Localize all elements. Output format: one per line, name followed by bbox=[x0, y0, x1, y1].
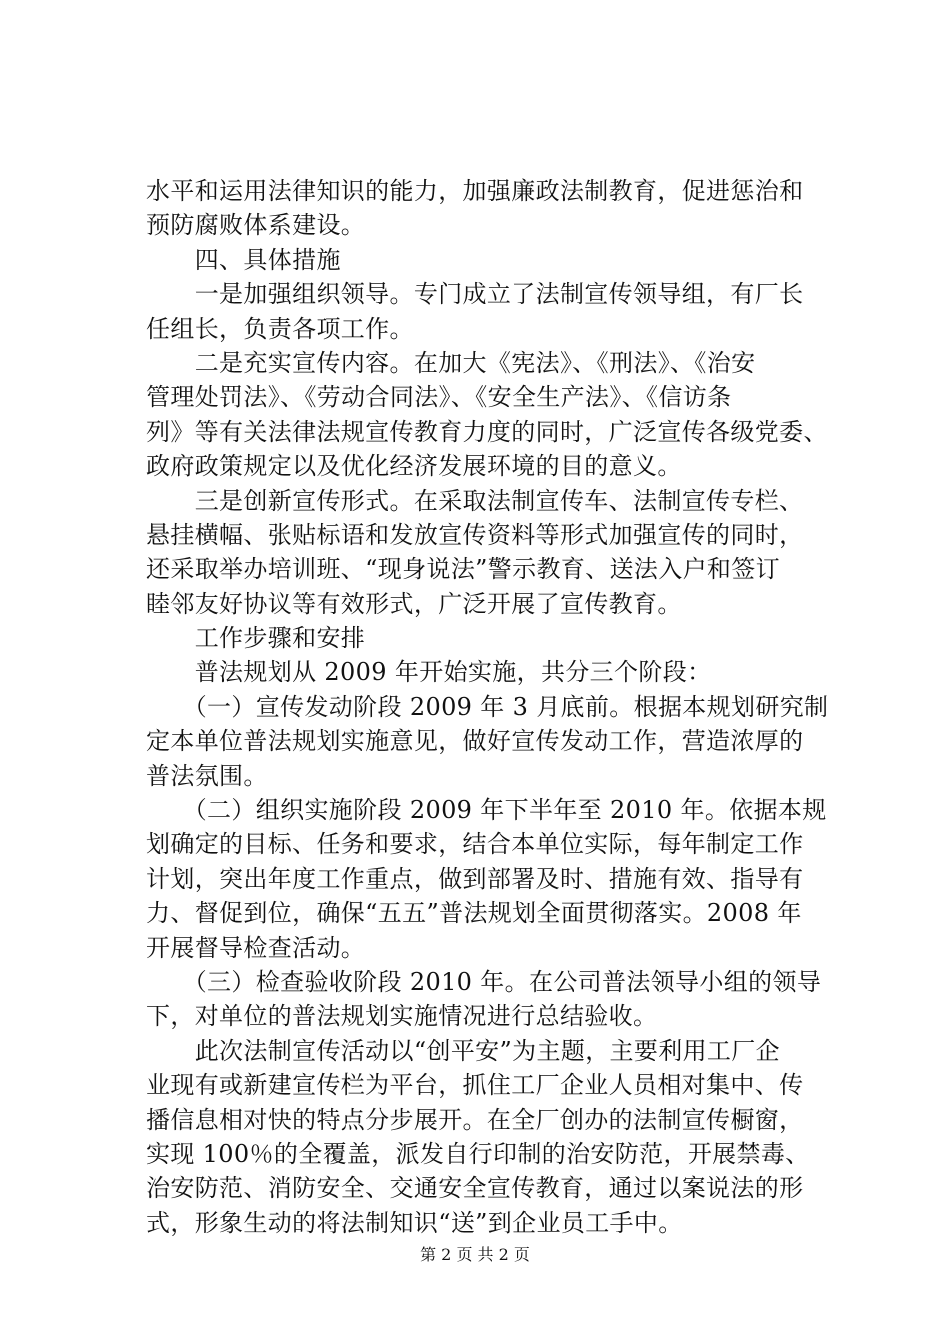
section-heading: 四、具体措施 bbox=[146, 245, 341, 274]
text-line: 普法规划从 2009 年开始实施，共分三个阶段： bbox=[146, 658, 712, 687]
page-footer: 第 2 页 共 2 页 bbox=[420, 1245, 530, 1264]
text-line: 定本单位普法规划实施意见，做好宣传发动工作，营造浓厚的 bbox=[146, 727, 804, 756]
body-text bbox=[146, 174, 836, 1240]
text-line: 普法氛围。 bbox=[146, 761, 268, 790]
text-line: 式，形象生动的将法制知识“送”到企业员工手中。 bbox=[146, 1208, 683, 1237]
text-line: 此次法制宣传活动以“创平安”为主题，主要利用工厂企 bbox=[146, 1036, 780, 1065]
text-line: 播信息相对快的特点分步展开。在全厂创办的法制宣传橱窗， bbox=[146, 1105, 804, 1134]
text-line: 治安防范、消防安全、交通安全宣传教育，通过以案说法的形 bbox=[146, 1174, 804, 1203]
text-line: 水平和运用法律知识的能力，加强廉政法制教育，促进惩治和 bbox=[146, 177, 804, 205]
text-line: 计划，突出年度工作重点，做到部署及时、措施有效、指导有 bbox=[146, 864, 804, 893]
text-line: 力、督促到位，确保“五五”普法规划全面贯彻落实。2008 年 bbox=[146, 899, 802, 928]
text-line: 政府政策规定以及优化经济发展环境的目的意义。 bbox=[146, 452, 682, 481]
text-line: 预防腐败体系建设。 bbox=[146, 211, 366, 240]
text-line: 业现有或新建宣传栏为平台，抓住工厂企业人员相对集中、传 bbox=[146, 1071, 804, 1100]
text-line: （三）检查验收阶段 2010 年。在公司普法领导小组的领导 bbox=[146, 967, 822, 996]
text-line: 列》等有关法律法规宣传教育力度的同时，广泛宣传各级党委、 bbox=[146, 417, 828, 446]
text-line: 实现 100％的全覆盖，派发自行印制的治安防范，开展禁毒、 bbox=[146, 1139, 810, 1168]
text-line: 任组长，负责各项工作。 bbox=[146, 314, 414, 343]
text-line: 二是充实宣传内容。在加大《宪法》、《刑法》、《治安 bbox=[146, 348, 756, 377]
text-line: 管理处罚法》、《劳动合同法》、《安全生产法》、《信访条 bbox=[146, 383, 732, 412]
text-line: 睦邻友好协议等有效形式，广泛开展了宣传教育。 bbox=[146, 589, 682, 618]
section-heading: 工作步骤和安排 bbox=[146, 624, 366, 653]
text-line: （二）组织实施阶段 2009 年下半年至 2010 年。依据本规 bbox=[146, 796, 827, 825]
text-line: 开展督导检查活动。 bbox=[146, 933, 366, 962]
text-line: 三是创新宣传形式。在采取法制宣传车、法制宣传专栏、 bbox=[146, 486, 804, 515]
text-line: 一是加强组织领导。专门成立了法制宣传领导组，有厂长 bbox=[146, 280, 804, 309]
text-line: 下，对单位的普法规划实施情况进行总结验收。 bbox=[146, 1002, 658, 1031]
text-line: 划确定的目标、任务和要求，结合本单位实际，每年制定工作 bbox=[146, 830, 804, 859]
text-line: 悬挂横幅、张贴标语和发放宣传资料等形式加强宣传的同时， bbox=[146, 520, 804, 549]
text-line: 还采取举办培训班、“现身说法”警示教育、送法入户和签订 bbox=[146, 555, 780, 584]
text-line: （一）宣传发动阶段 2009 年 3 月底前。根据本规划研究制 bbox=[146, 692, 829, 721]
